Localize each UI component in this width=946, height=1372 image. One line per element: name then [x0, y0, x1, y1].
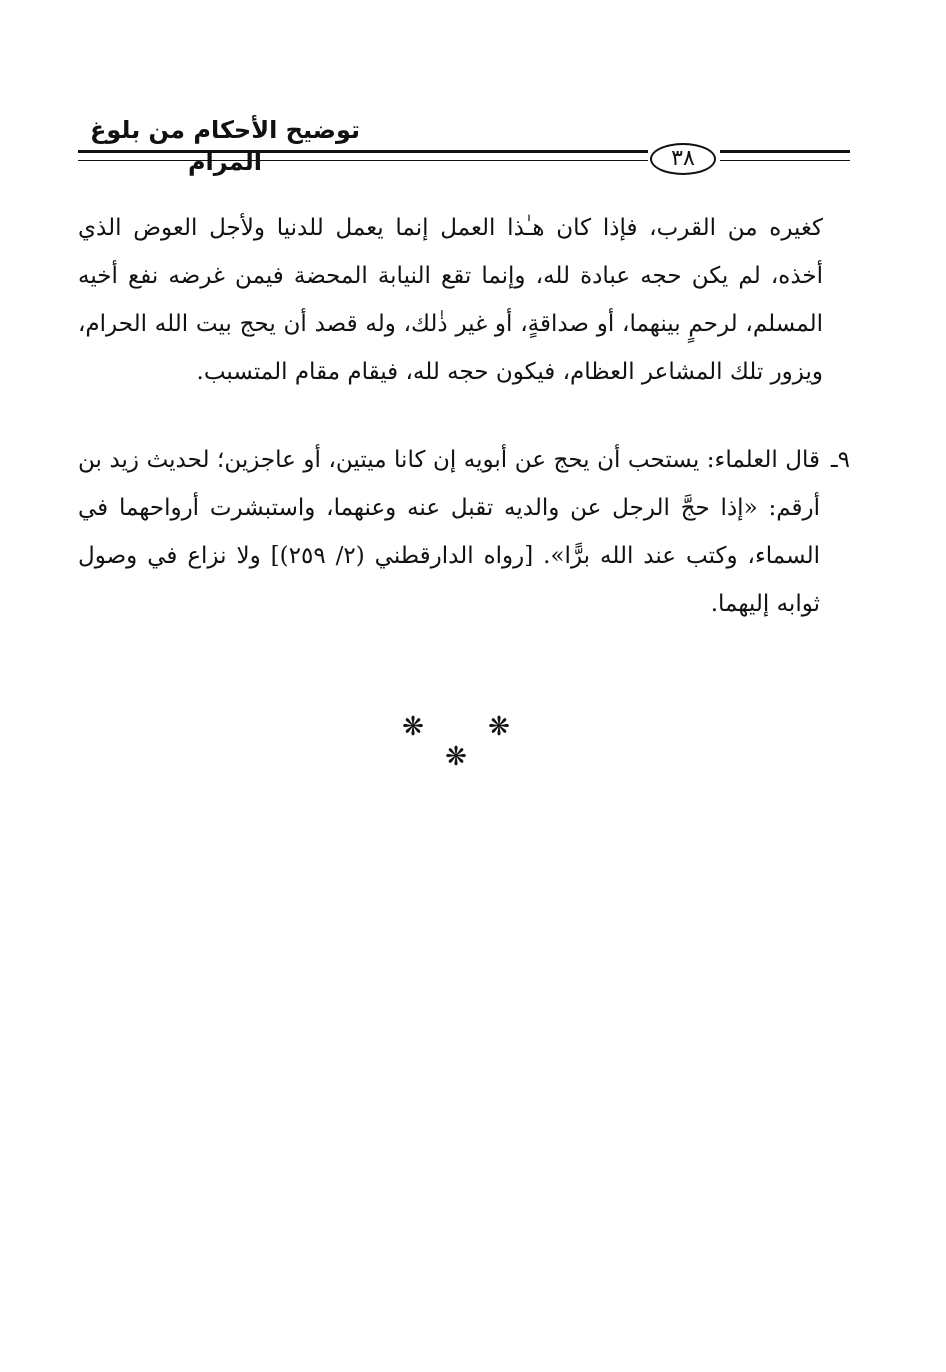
section-separator: ❋ ❋ ❋	[402, 712, 538, 772]
list-item	[78, 436, 850, 628]
page-number: ٣٨	[650, 143, 716, 175]
header-rule-right-top	[720, 150, 850, 153]
running-title: توضيح الأحكام من بلوغ المرام	[89, 116, 361, 176]
header-rule-left-bottom	[78, 160, 648, 161]
item-number: ٩ـ	[830, 447, 850, 473]
header-rule-left-top	[78, 150, 648, 153]
paragraph: كغيره من القرب، فإذا كان هـٰذا العمل إنما يعمل للدنيا ولأجل العوض الذي أخذه، لم يكن حجه عبادة لله، وإنما تقع النيابة المحضة فيمن غرضه نفع أخيه المسلم، لرحمٍ بينهما، أو صداقةٍ، أو غير ذٰلك، وله قصد أن يحج بيت الله الحرام، ويزور تلك المشاعر العظام، فيكون حجه لله، فيقام مقام المتسبب.	[78, 215, 823, 385]
item-text: قال العلماء: يستحب أن يحج عن أبويه إن كانا ميتين، أو عاجزين؛ لحديث زيد بن أرقم: «إذا حجَّ الرجل عن والديه تقبل عنه وعنهما، واستبشرت أرواحهما في السماء، وكتب عند الله برًّا». [رواه الدارقطني (٢/ ٢٥٩)] ولا نزاع في وصول ثوابه إليهما.	[78, 447, 820, 617]
header-rule-right-bottom	[720, 160, 850, 161]
body-text	[78, 204, 823, 396]
